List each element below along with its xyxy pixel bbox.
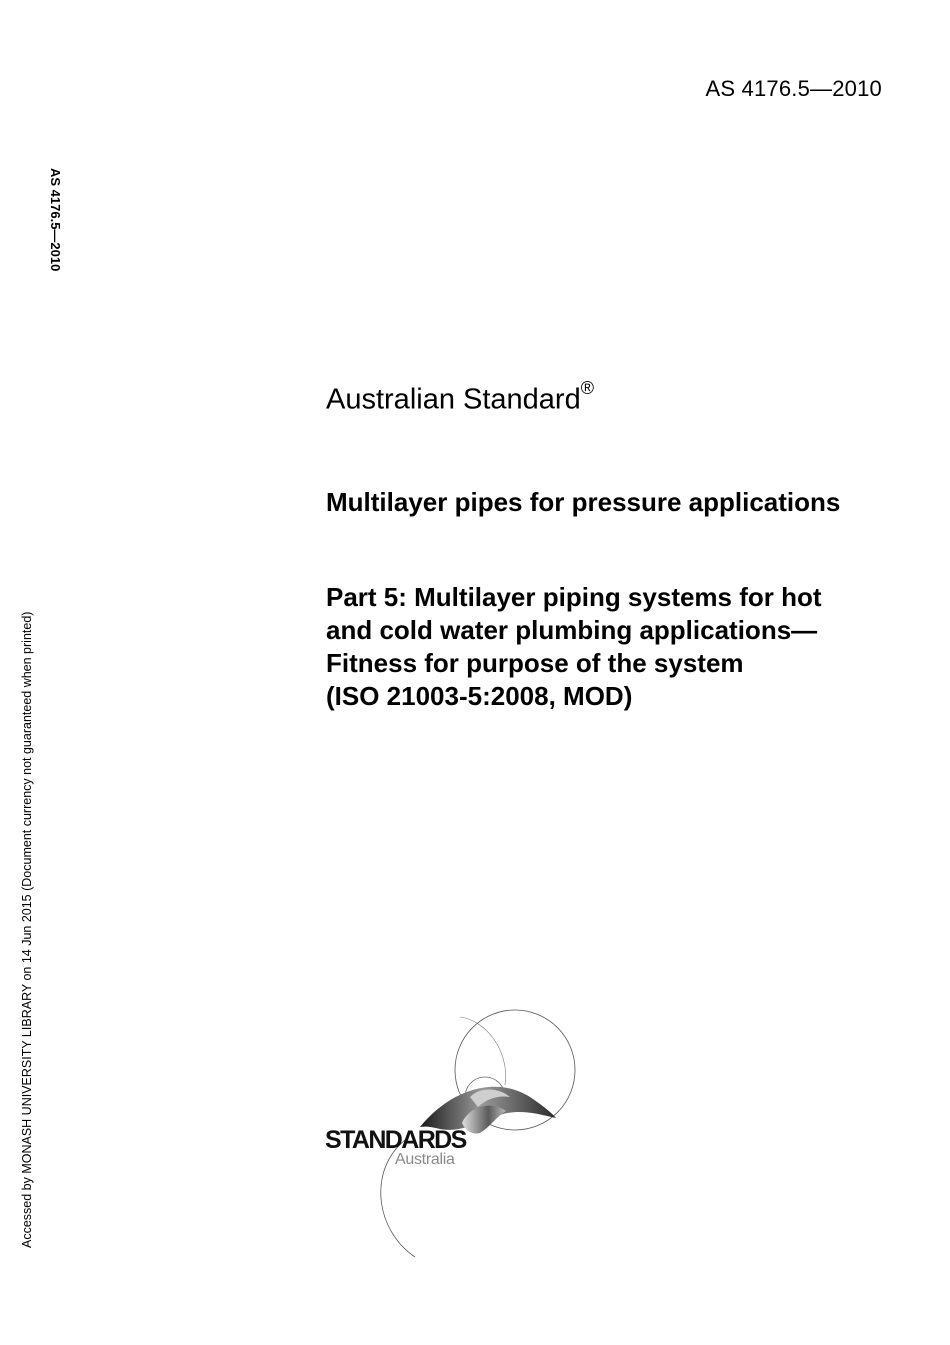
part-title-line: Fitness for purpose of the system xyxy=(326,648,744,678)
spine-document-number: AS 4176.5—2010 xyxy=(48,168,63,272)
part-title xyxy=(326,581,926,713)
logo-subword: Australia xyxy=(395,1151,455,1168)
part-title-line: Part 5: Multilayer piping systems for hot xyxy=(326,582,822,612)
registered-mark: ® xyxy=(580,378,594,398)
standard-label-text: Australian Standard xyxy=(326,383,581,416)
document-title: Multilayer pipes for pressure applications xyxy=(326,487,841,517)
document-number: AS 4176.5—2010 xyxy=(705,76,882,101)
part-title-line: (ISO 21003-5:2008, MOD) xyxy=(326,681,633,711)
access-watermark-note: Accessed by MONASH UNIVERSITY LIBRARY on 14 Jun 2015 (Document currency not guaranteed when printed) xyxy=(20,611,34,1248)
part-title-line: and cold water plumbing applications— xyxy=(326,615,818,645)
standard-label xyxy=(326,378,594,417)
logo-wordmark: STANDARDS xyxy=(325,1126,466,1154)
